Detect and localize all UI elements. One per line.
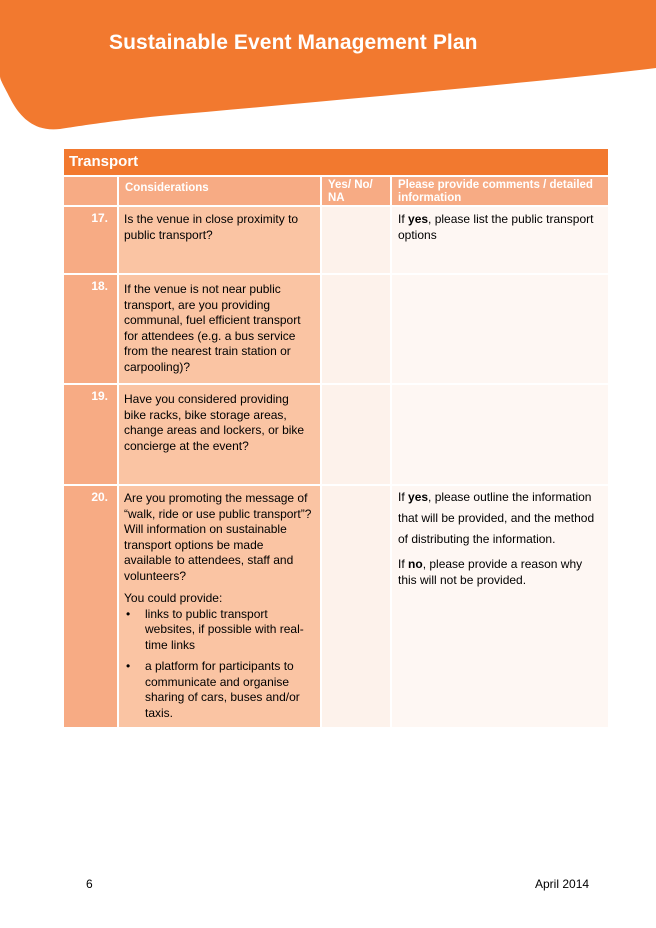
comment-no: If no, please provide a reason why this will not be provided. bbox=[398, 557, 583, 587]
question-text: Are you promoting the message of “walk, ride or use public transport”? Will information on sustainable transport options be made available to attendees, staff and volunteers? bbox=[124, 491, 312, 583]
answer-cell[interactable] bbox=[321, 206, 391, 274]
header-band bbox=[0, 0, 656, 140]
suggestion-list bbox=[124, 607, 314, 722]
row-number: 18. bbox=[91, 279, 108, 293]
question-text: If the venue is not near public transport, are you providing communal, fuel efficient transport for attendees (e.g. a bus service from the nearest train station or carpooling)? bbox=[124, 282, 301, 374]
transport-section bbox=[64, 149, 608, 729]
header-number-cell bbox=[64, 177, 118, 206]
header-yes-no: Yes/ No/ NA bbox=[321, 177, 391, 206]
table-row bbox=[64, 384, 608, 485]
answer-cell[interactable] bbox=[321, 485, 391, 728]
header-comments: Please provide comments / detailed information bbox=[391, 177, 608, 206]
table-row bbox=[64, 274, 608, 384]
comment-yes: If yes, please outline the information that will be provided, and the method of distributing the information. bbox=[398, 490, 595, 546]
row-number: 17. bbox=[91, 211, 108, 225]
comment-cell[interactable]: If yes, please list the public transport options bbox=[391, 206, 608, 274]
answer-cell[interactable] bbox=[321, 274, 391, 384]
bullet-icon: • bbox=[126, 606, 131, 621]
list-item: • links to public transport websites, if possible with real-time links bbox=[126, 606, 304, 652]
question-text: Is the venue in close proximity to public transport? bbox=[124, 212, 299, 242]
footer-date: April 2014 bbox=[535, 877, 590, 891]
page-number: 6 bbox=[86, 877, 93, 891]
table-row bbox=[64, 485, 608, 728]
section-title: Transport bbox=[64, 149, 608, 175]
considerations-table bbox=[64, 177, 608, 729]
table-row bbox=[64, 206, 608, 274]
header-considerations: Considerations bbox=[118, 177, 321, 206]
question-extra: You could provide: bbox=[124, 591, 223, 605]
question-text: Have you considered providing bike racks, bike storage areas, change areas and lockers, or bike concierge at the event? bbox=[124, 392, 305, 453]
answer-cell[interactable] bbox=[321, 384, 391, 485]
comment-cell[interactable] bbox=[391, 274, 608, 384]
row-number: 20. bbox=[91, 490, 108, 504]
row-number: 19. bbox=[91, 389, 108, 403]
comment-cell[interactable] bbox=[391, 384, 608, 485]
document-title: Sustainable Event Management Plan bbox=[109, 31, 478, 54]
list-item: • a platform for participants to communicate and organise sharing of cars, buses and/or taxis. bbox=[126, 659, 300, 720]
comment-cell[interactable] bbox=[391, 485, 608, 728]
bullet-icon: • bbox=[126, 659, 131, 673]
table-header-row bbox=[64, 177, 608, 206]
